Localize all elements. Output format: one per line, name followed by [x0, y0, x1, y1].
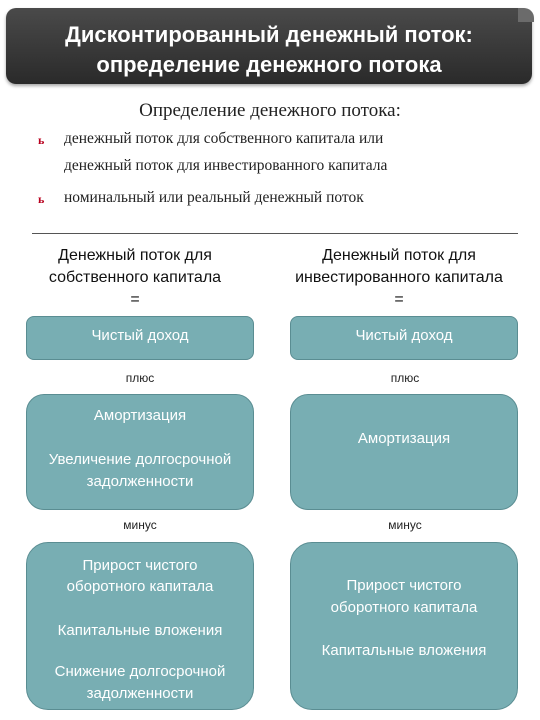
left-debt-increase-label: Увеличение долгосрочной	[48, 451, 232, 468]
left-column-heading	[10, 245, 260, 311]
right-plus-label: плюс	[390, 371, 420, 385]
left-plus-label: плюс	[125, 371, 155, 385]
left-working-capital-label-2: оборотного капитала	[66, 578, 214, 595]
left-net-income-label: Чистый доход	[91, 327, 189, 344]
left-minus-label: минус	[123, 518, 157, 532]
right-working-capital-label-2: оборотного капитала	[330, 599, 478, 616]
section-subtitle: Определение денежного потока:	[139, 100, 401, 121]
bullet-item-1-line-2: денежный поток для инвестированного капитала	[64, 157, 388, 174]
left-working-capital-label: Прирост чистого	[82, 557, 198, 574]
right-heading-line-1: Денежный поток для	[322, 247, 476, 264]
corner-decoration	[518, 8, 534, 22]
right-heading-equals: =	[394, 291, 404, 308]
slide-title-line-2: определение денежного потока	[96, 52, 442, 77]
right-net-income-box	[290, 316, 518, 360]
left-heading-line-2: собственного капитала	[48, 269, 222, 286]
bullet-marker-icon: ь	[38, 133, 45, 147]
right-deductions-box	[290, 542, 518, 710]
right-amortization-label: Амортизация	[357, 430, 451, 447]
right-net-income-label: Чистый доход	[355, 327, 453, 344]
right-working-capital-label: Прирост чистого	[346, 577, 462, 594]
right-minus-label: минус	[388, 518, 422, 532]
bullet-item-2-text: номинальный или реальный денежный поток	[64, 189, 364, 206]
left-deductions-box	[26, 542, 254, 710]
left-debt-increase-label-2: задолженности	[86, 473, 194, 490]
left-heading-line-1: Денежный поток для	[58, 247, 212, 264]
left-amortization-label: Амортизация	[93, 407, 187, 424]
slide-title-banner	[6, 8, 532, 84]
left-debt-decrease-label: Снижение долгосрочной	[54, 663, 226, 680]
right-capex-label: Капитальные вложения	[321, 642, 487, 659]
right-heading-line-2: инвестированного капитала	[295, 269, 503, 286]
slide-title-line-1: Дисконтированный денежный поток:	[65, 22, 473, 47]
right-additions-box	[290, 394, 518, 510]
bullet-item-1-line-1: денежный поток для собственного капитала или	[64, 130, 384, 147]
bullet-marker-icon: ь	[38, 192, 45, 206]
left-debt-decrease-label-2: задолженности	[86, 685, 194, 702]
left-capex-label: Капитальные вложения	[57, 622, 223, 639]
right-column-heading	[258, 245, 540, 311]
left-heading-equals: =	[130, 291, 140, 308]
left-net-income-box	[26, 316, 254, 360]
left-additions-box	[26, 394, 254, 510]
section-divider	[32, 233, 518, 234]
